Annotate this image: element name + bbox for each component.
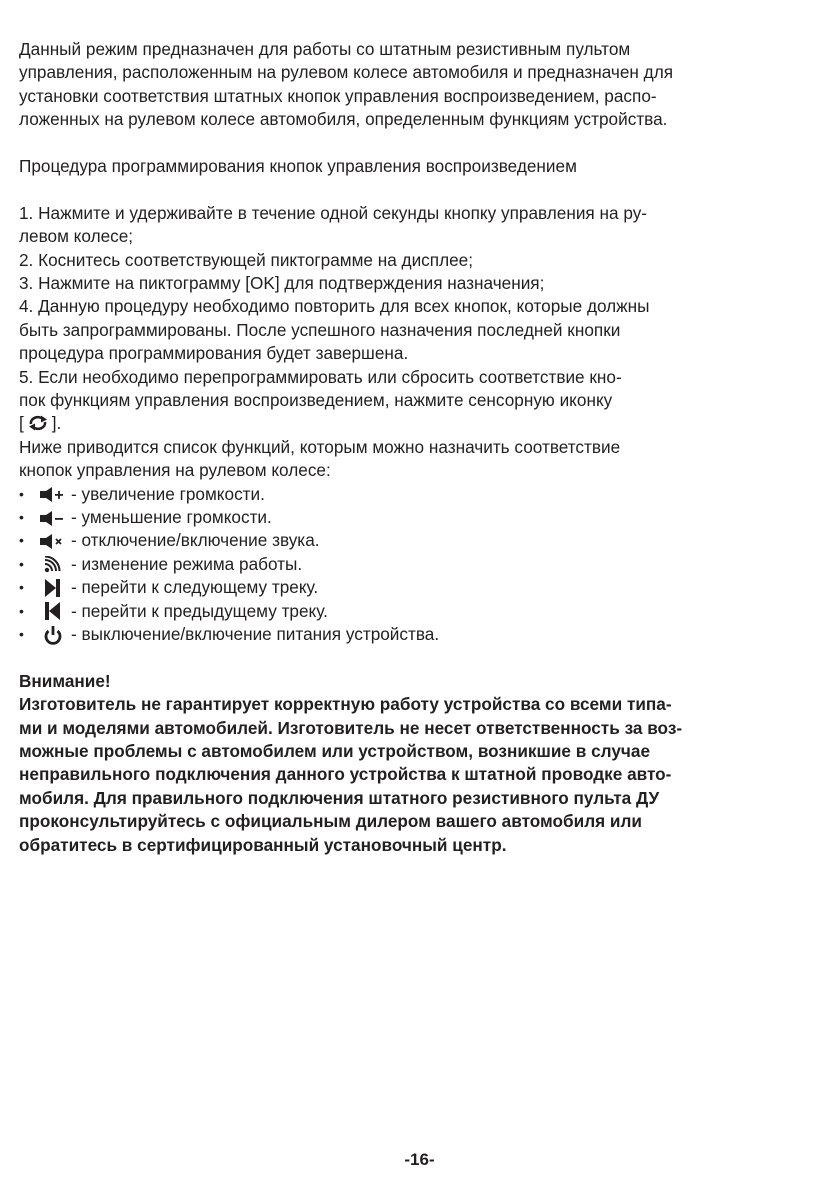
next-track-icon [35,578,71,598]
function-description: - перейти к следующему треку. [71,577,319,598]
list-item [19,553,819,576]
spacer [19,646,819,669]
step-line: быть запрограммированы. После успешного назначения последней кнопки [19,319,621,340]
list-item [19,529,819,552]
bullet: • [19,602,24,619]
bullet: • [19,626,24,643]
bullet: • [19,579,24,596]
intro-paragraph [19,38,819,132]
bracket-close: ]. [51,413,62,434]
functions-intro [19,436,819,483]
intro-line: ложенных на рулевом колесе автомобиля, определенным функциям устройства. [19,109,668,130]
step-line: 1. Нажмите и удерживайте в течение одной секунды кнопку управления на ру- [19,202,648,223]
function-description: - отключение/включение звука. [71,530,320,551]
step-line: левом колесе; [19,226,134,247]
functions-list [19,483,819,647]
bullet: • [19,555,24,572]
spacer [19,178,819,201]
bullet: • [19,532,24,549]
warning-line: обратитесь в сертифицированный установочный центр. [19,834,507,855]
procedure-title-text: Процедура программирования кнопок управления воспроизведением [19,156,577,177]
warning-line: проконсультируйтесь с официальным дилером вашего автомобиля или [19,811,642,832]
intro-line: установки соответствия штатных кнопок управления воспроизведением, распо- [19,85,657,106]
function-description: - изменение режима работы. [71,553,303,574]
power-icon [35,625,71,645]
procedure-title [19,155,819,178]
list-item [19,623,819,646]
functions-intro-line: кнопок управления на рулевом колесе: [19,460,331,481]
bullet: • [19,509,24,526]
mode-icon [35,555,71,575]
warning-title: Внимание! [19,670,111,691]
step-line: 4. Данную процедуру необходимо повторить для всех кнопок, которые должны [19,296,650,317]
intro-line: управления, расположенным на рулевом колесе автомобиля и предназначен для [19,62,674,83]
step-line: 3. Нажмите на пиктограмму [OK] для подтверждения назначения; [19,273,545,294]
list-item [19,576,819,599]
function-description: - выключение/включение питания устройства. [71,624,440,645]
steps-list [19,202,819,436]
refresh-icon-reference [19,412,819,435]
warning-line: ми и моделями автомобилей. Изготовитель не несет ответственность за воз- [19,717,683,738]
function-description: - уменьшение громкости. [71,507,272,528]
warning-line: Изготовитель не гарантирует корректную работу устройства со всеми типа- [19,694,672,715]
step-line: 2. Коснитесь соответствующей пиктограмме на дисплее; [19,249,474,270]
mute-icon [35,531,71,551]
step-line: пок функциям управления воспроизведением, нажмите сенсорную иконку [19,390,613,411]
function-description: - перейти к предыдущему треку. [71,600,328,621]
functions-intro-line: Ниже приводится список функций, которым можно назначить соответствие [19,436,621,457]
previous-track-icon [35,601,71,621]
bullet: • [19,485,24,502]
list-item [19,483,819,506]
refresh-icon [26,414,50,430]
step-line: 5. Если необходимо перепрограммировать или сбросить соответствие кно- [19,366,622,387]
list-item [19,600,819,623]
list-item [19,506,819,529]
warning-line: неправильного подключения данного устройства к штатной проводке авто- [19,764,672,785]
warning-line: можные проблемы с автомобилем или устройством, возникшие в случае [19,741,650,762]
volume-up-icon [35,484,71,504]
intro-line: Данный режим предназначен для работы со штатным резистивным пультом [19,39,631,59]
page-number: -16- [404,1150,435,1169]
step-line: процедура программирования будет завершена. [19,343,409,364]
function-description: - увеличение громкости. [71,483,265,504]
warning-line: мобиля. Для правильного подключения штатного резистивного пульта ДУ [19,787,660,808]
volume-down-icon [35,508,71,528]
spacer [19,132,819,155]
bracket-open: [ [19,413,24,434]
warning-block [19,670,819,857]
manual-page [19,38,819,857]
